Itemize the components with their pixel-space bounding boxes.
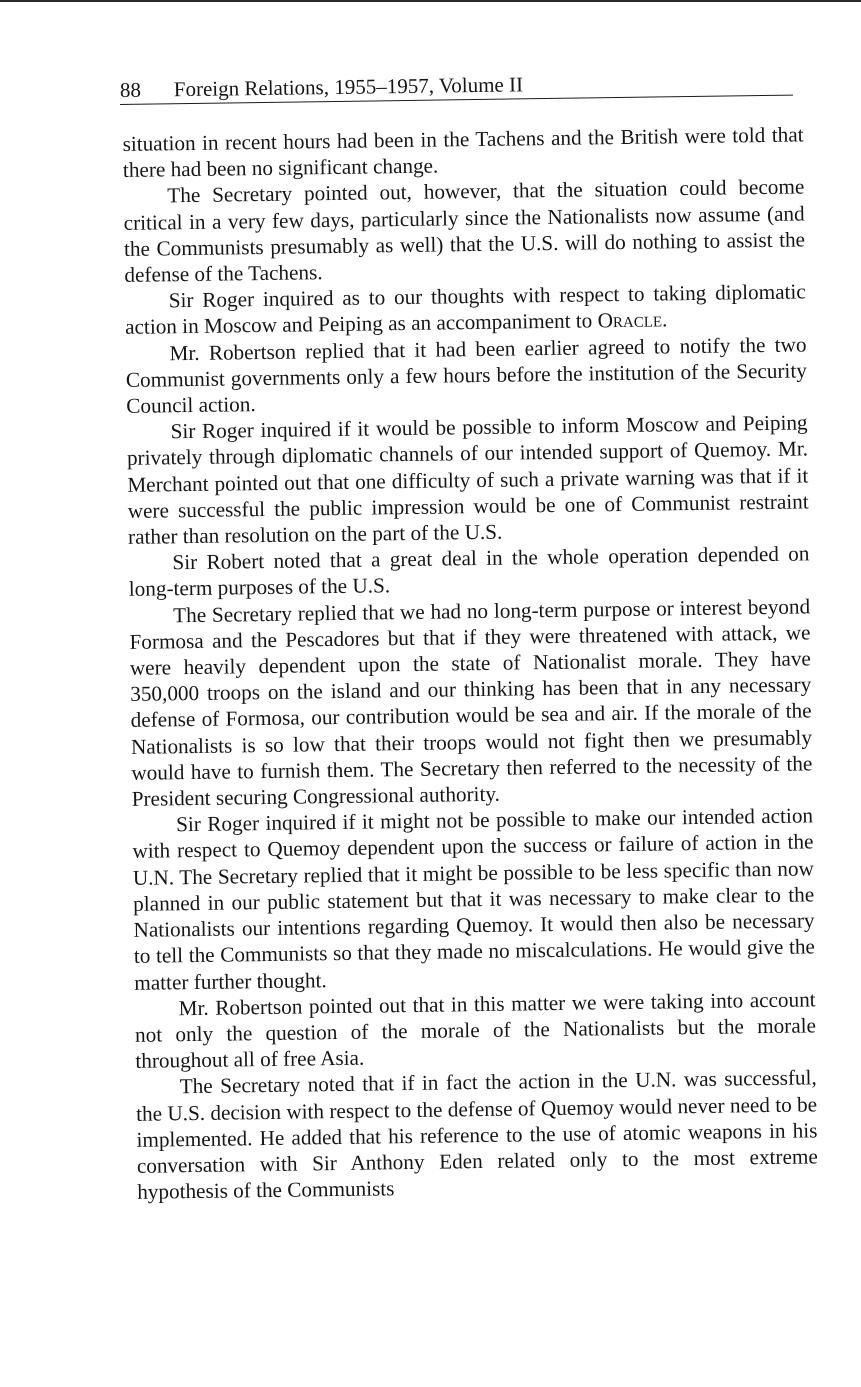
- paragraph-6: Sir Robert noted that a great deal in the whole operation depended on long-term purposes of the U.S.: [128, 541, 810, 602]
- paragraph-1: situation in recent hours had been in the Tachens and the British were told that there had been no significant change.: [122, 122, 804, 183]
- paragraph-2: The Secretary pointed out, however, that the situation could become critical in a very few days, particularly since the Nationalists now assume (and the Communists presumably as well) that the U.S. will do nothing to assist the defense of the Tachens.: [123, 174, 806, 287]
- paragraph-10: The Secretary noted that if in fact the action in the U.N. was successful, the U.S. decision with respect to the defense of Quemoy would never need to be implemented. He added that his reference to the use of atomic weapons in his conversation with Sir Anthony Eden related only to the most extreme hypothesis of the Communists: [135, 1065, 818, 1204]
- paragraph-3-text: Sir Roger inquired as to our thoughts with respect to taking diplomatic action in Moscow and Peiping as an accompaniment to: [124, 279, 806, 340]
- body-text: [122, 121, 818, 1205]
- paragraph-4: Mr. Robertson replied that it had been earlier agreed to notify the two Communist governments only a few hours before the institution of the Security Council action.: [125, 332, 807, 418]
- paragraph-8: Sir Roger inquired if it might not be possible to make our intended action with respect to Quemoy dependent upon the success or failure of action in the U.N. The Secretary replied that it might be possible to be less specific than now planned in our public statement but that it was necessary to make clear to the Nationalists our intentions regarding Quemoy. It would then also be necessary to tell the Communists so that they made no miscalculations. He would give the matter further thought.: [132, 803, 816, 995]
- paragraph-5: Sir Roger inquired if it would be possible to inform Moscow and Peiping privately through diplomatic channels of our intended support of Quemoy. Mr. Merchant pointed out that one difficulty of such a private warning was that if it were successful the public impression would be one of Communist restraint rather than resolution on the part of the U.S.: [126, 410, 809, 549]
- paragraph-3: [125, 279, 807, 341]
- paragraph-7: The Secretary replied that we had no long-term purpose or interest beyond Formosa and the Pescadores but that if they were threatened with attack, we were heavily dependent upon the state of Nationalist morale. They have 350,000 troops on the island and our thinking has been that in any necessary defense of Formosa, our contribution would be sea and air. If the morale of the Nationalists is so low that their troops would not fight then we presumably would have to furnish them. The Secretary then referred to the necessity of the President securing Congressional authority.: [129, 594, 813, 811]
- paragraph-9: Mr. Robertson pointed out that in this matter we were taking into account not only the question of the morale of the Nationalists but the morale throughout all of free Asia.: [134, 987, 817, 1073]
- running-head: [120, 68, 793, 105]
- paragraph-3-end: .: [661, 307, 668, 332]
- running-head-title: Foreign Relations, 1955–1957, Volume II: [173, 72, 524, 102]
- page-number: 88: [119, 77, 142, 102]
- codename-oracle: Oracle: [597, 307, 663, 333]
